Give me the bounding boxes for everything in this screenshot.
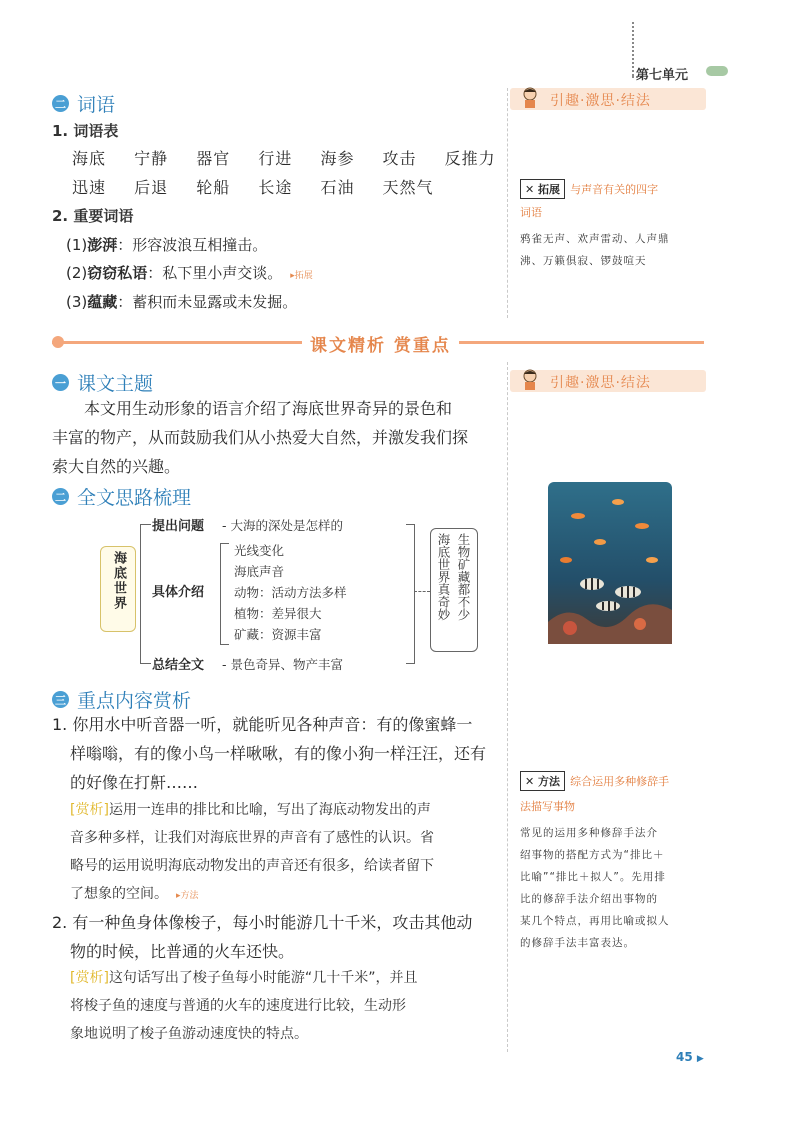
section-title: 词语: [77, 94, 116, 116]
mindmap-branch-label: 具体介绍: [152, 585, 205, 600]
term-word: 澎湃: [87, 236, 118, 254]
term-index: (2): [66, 264, 88, 282]
page-number: [676, 1050, 704, 1064]
mindmap-result-box: [430, 528, 478, 652]
section-title: 重点内容赏析: [77, 690, 192, 712]
term-definition: ：私下里小声交谈。: [147, 264, 283, 282]
analysis-1: [70, 796, 510, 910]
method-text: [520, 822, 710, 954]
term-item: [66, 262, 313, 283]
question-line: 物的时候，比普通的火车还快。: [70, 942, 295, 961]
section-heading-theme: [52, 369, 153, 396]
analysis-line: 将梭子鱼的速度与普通的火车的速度进行比较，生动形: [70, 998, 406, 1014]
word-table-label: 1. 词语表: [52, 122, 119, 140]
mindmap-result-line: 海底世界真奇妙: [436, 533, 451, 621]
mindmap-center-box: [100, 546, 136, 632]
word: 轮船: [196, 178, 231, 197]
mindmap-bracket: [140, 524, 151, 664]
method-line: 某几个特点，再用比喻或拟人: [520, 915, 670, 927]
side-note-extension: [520, 178, 658, 199]
section-number-icon: 三: [52, 691, 69, 708]
important-words-label: 2. 重要词语: [52, 207, 134, 225]
method-label: ✕ 方法: [520, 771, 565, 791]
term-index: (3): [66, 293, 88, 311]
theme-line: 索大自然的兴趣。: [52, 457, 181, 476]
section-number-icon: 一: [52, 374, 69, 391]
word: 器官: [196, 149, 231, 168]
method-line: 比喻”“排比＋拟人”。先用排: [520, 871, 666, 883]
extension-line: 鸦雀无声、欢声雷动、人声鼎: [520, 233, 670, 245]
banner-dot: [52, 336, 64, 348]
extension-label: ✕ 拓展: [520, 179, 565, 199]
side-banner-text: 引趣·激思·结法: [550, 375, 651, 391]
section-title: 课文主题: [77, 373, 154, 395]
term-item: [66, 234, 267, 255]
mindmap-sub-bracket: [220, 543, 229, 645]
theme-line: 本文用生动形象的语言介绍了海底世界奇异的景色和: [84, 399, 453, 418]
analysis-line: 略号的运用说明海底动物发出的声音还有很多，给读者留下: [70, 858, 434, 874]
extension-text: [520, 228, 670, 272]
page-number-text: 45: [676, 1050, 693, 1064]
analysis-line: 音多种多样，让我们对海底世界的声音有了感性的认识。省: [70, 830, 434, 846]
unit-title: 第七单元: [636, 68, 689, 83]
section-heading-outline: [52, 483, 191, 510]
side-banner-text: 引趣·激思·结法: [550, 93, 651, 109]
mindmap-center: 海底世界: [111, 551, 126, 611]
analysis-label: [赏析]: [70, 970, 109, 986]
underwater-photo: [548, 482, 672, 644]
section-heading-words: [52, 90, 115, 117]
term-word: 窃窃私语: [87, 264, 148, 282]
theme-paragraph: [52, 394, 502, 481]
analysis-line: 运用一连串的排比和比喻，写出了海底动物发出的声: [108, 802, 431, 818]
word: 海参: [320, 149, 355, 168]
mindmap-item: 植物：差异很大: [234, 606, 322, 621]
question-1: [52, 710, 512, 797]
word: 长途: [258, 178, 293, 197]
side-banner: [510, 370, 706, 392]
word: 天然气: [382, 178, 434, 197]
word-row-2: [72, 175, 456, 198]
mindmap-item: 海底声音: [234, 564, 285, 579]
analysis-line: 了想象的空间。: [70, 886, 168, 902]
method-line: 比的修辞手法介绍出事物的: [520, 893, 658, 905]
term-definition: ：形容波浪互相撞击。: [117, 236, 268, 254]
section-heading-key: [52, 686, 191, 713]
mindmap-branch-label: 总结全文: [152, 658, 205, 673]
student-avatar-icon: [520, 368, 540, 390]
word: 后退: [134, 178, 169, 197]
extension-title: 与声音有关的四字: [570, 183, 659, 196]
word: 海底: [72, 149, 107, 168]
method-tag: ▸方法: [176, 891, 199, 901]
section-number-icon: 二: [52, 95, 69, 112]
mindmap-branch-text: - 景色奇异、物产丰富: [222, 657, 343, 672]
student-avatar-icon: [520, 86, 540, 108]
analysis-label: [赏析]: [70, 802, 109, 818]
method-title: 综合运用多种修辞手: [570, 775, 670, 788]
question-2: [52, 908, 512, 966]
mindmap-item: 矿藏：资源丰富: [234, 627, 322, 642]
method-line: 常见的运用多种修辞手法介: [520, 827, 658, 839]
word: 反推力: [444, 149, 496, 168]
word: 石油: [320, 178, 355, 197]
mindmap-right-bracket: [406, 524, 415, 664]
extension-title-cont: 词语: [520, 206, 542, 219]
method-line: 绍事物的搭配方式为“排比＋: [520, 849, 665, 861]
word: 攻击: [382, 149, 417, 168]
question-line: 样嗡嗡，有的像小鸟一样啾啾，有的像小狗一样汪汪，还有: [70, 744, 487, 763]
side-note-method: [520, 770, 669, 791]
question-line: 的好像在打鼾……: [70, 773, 199, 792]
word: 行进: [258, 149, 293, 168]
extension-tag: ▸拓展: [290, 271, 313, 281]
arrow-icon: ▶: [696, 1054, 704, 1064]
extension-label-text: 拓展: [538, 183, 561, 196]
unit-decor: [706, 66, 728, 76]
mindmap-item: 动物：活动方法多样: [234, 585, 347, 600]
theme-line: 丰富的物产，从而鼓励我们从小热爱大自然，并激发我们探: [52, 428, 469, 447]
analysis-2: [70, 964, 510, 1048]
question-line: 1. 你用水中听音器一听，就能听见各种声音：有的像蜜蜂一: [52, 715, 473, 734]
mindmap-arrow: [414, 591, 430, 592]
analysis-line: 这句话写出了梭子鱼每小时能游“几十千米”，并且: [108, 970, 418, 986]
mindmap-branch-text: - 大海的深处是怎样的: [222, 518, 343, 533]
extension-line: 沸、万籁俱寂、锣鼓喧天: [520, 255, 647, 267]
term-word: 蕴藏: [87, 293, 118, 311]
analysis-line: 象地说明了梭子鱼游动速度快的特点。: [70, 1026, 308, 1042]
method-title-cont: 法描写事物: [520, 800, 575, 813]
word: 迅速: [72, 178, 107, 197]
question-line: 2. 有一种鱼身体像梭子，每小时能游几十千米，攻击其他动: [52, 913, 473, 932]
mindmap-branch-label: 提出问题: [152, 519, 205, 534]
side-banner: [510, 88, 706, 110]
section-number-icon: 二: [52, 488, 69, 505]
mindmap-branch2-items: [234, 540, 347, 645]
method-label-text: 方法: [538, 775, 561, 788]
section-title: 全文思路梳理: [77, 487, 192, 509]
word-row-1: [72, 146, 518, 169]
section-banner-title: 课文精析 赏重点: [302, 331, 459, 356]
word: 宁静: [134, 149, 169, 168]
method-line: 的修辞手法丰富表达。: [520, 937, 635, 949]
side-divider: [507, 88, 508, 318]
mindmap-result-line: 生物矿藏都不少: [456, 533, 471, 621]
mindmap-item: 光线变化: [234, 543, 285, 558]
term-index: (1): [66, 236, 88, 254]
term-definition: ：蓄积而未显露或未发掘。: [117, 293, 298, 311]
term-item: [66, 291, 297, 312]
